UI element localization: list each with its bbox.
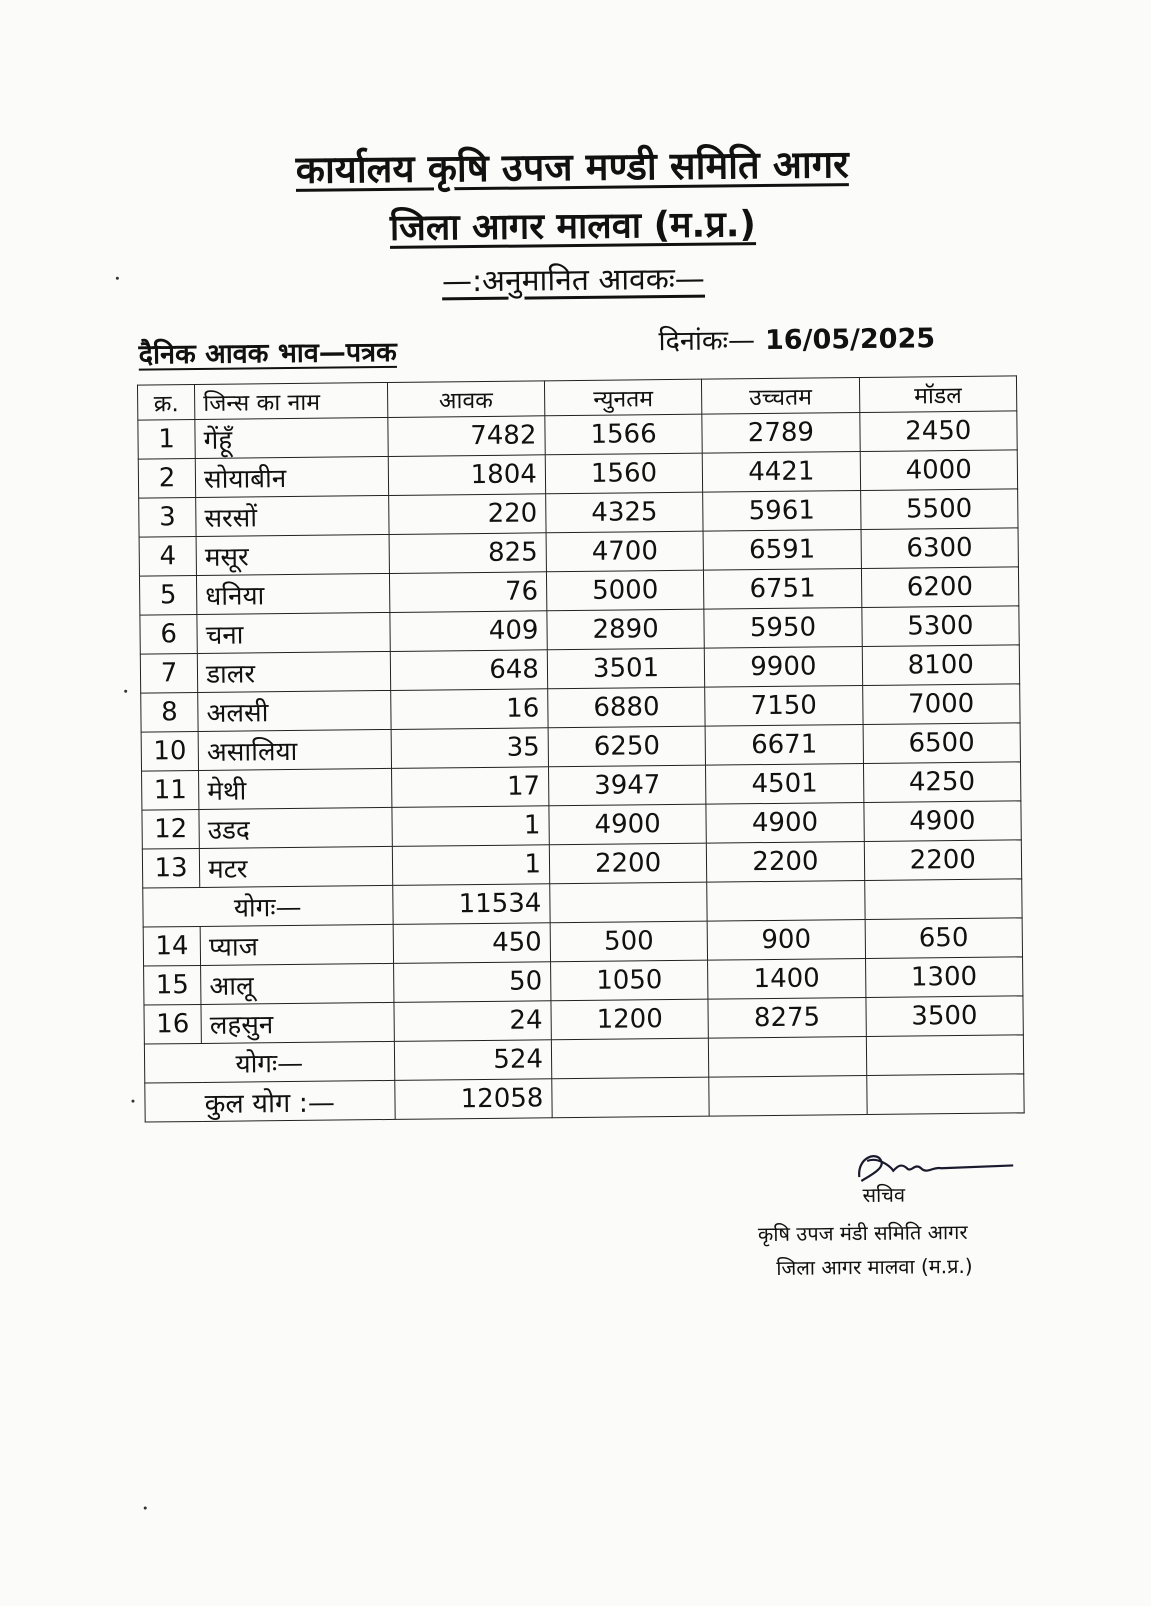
col-commodity-header: जिन्स का नाम	[195, 382, 388, 419]
empty-cell	[709, 1075, 867, 1116]
commodity-name: असालिया	[198, 729, 391, 770]
modal-price: 4000	[860, 450, 1018, 491]
scan-speck	[116, 277, 119, 280]
commodity-name: आलू	[201, 963, 394, 1004]
col-serial-header: क्र.	[137, 384, 194, 420]
row-serial: 13	[142, 848, 200, 888]
row-serial: 2	[138, 458, 196, 498]
scan-speck	[144, 1507, 147, 1510]
date-line	[658, 318, 935, 358]
arrival-qty: 76	[389, 572, 547, 613]
min-price: 1566	[545, 414, 703, 455]
max-price: 2200	[707, 841, 865, 882]
subtotal-row-2-label: योगः—	[144, 1041, 394, 1083]
arrival-qty: 648	[390, 650, 548, 691]
arrival-qty: 7482	[387, 416, 545, 457]
min-price: 4900	[549, 804, 707, 845]
row-serial: 6	[140, 614, 198, 654]
max-price: 6591	[703, 530, 861, 571]
modal-price: 650	[865, 918, 1023, 959]
max-price: 2789	[702, 413, 860, 454]
max-price: 5950	[704, 608, 862, 649]
row-serial: 7	[140, 653, 198, 693]
max-price: 5961	[703, 491, 861, 532]
row-serial: 11	[142, 770, 200, 810]
subtotal-row-1-value: 11534	[392, 884, 550, 925]
col-arrival-header: आवक	[387, 381, 545, 418]
max-price: 1400	[708, 958, 866, 999]
max-price: 6751	[704, 569, 862, 610]
min-price: 5000	[546, 570, 704, 611]
commodity-name: डालर	[197, 651, 390, 692]
row-serial: 3	[139, 497, 197, 537]
modal-price: 4250	[863, 762, 1021, 803]
min-price: 2890	[547, 609, 705, 650]
empty-cell	[866, 1035, 1024, 1076]
document-title: —:अनुमानित आवकः—	[441, 261, 706, 300]
empty-cell	[709, 1036, 867, 1077]
min-price: 3947	[548, 765, 706, 806]
max-price: 4501	[706, 764, 864, 805]
min-price: 4325	[546, 492, 704, 533]
min-price: 3501	[547, 648, 705, 689]
row-serial: 15	[144, 965, 202, 1005]
min-price: 1560	[545, 453, 703, 494]
empty-cell	[866, 1074, 1024, 1115]
row-serial: 8	[141, 692, 199, 732]
commodity-name: धनिया	[197, 573, 390, 614]
commodity-name: सरसों	[196, 495, 389, 536]
empty-cell	[550, 882, 708, 923]
signatory-office: कृषि उपज मंडी समिति आगर	[757, 1219, 968, 1247]
empty-cell	[864, 879, 1022, 920]
empty-cell	[707, 880, 865, 921]
row-serial: 16	[144, 1004, 202, 1044]
commodity-name: प्याज	[200, 924, 393, 965]
date-label: दिनांकः—	[658, 325, 756, 358]
arrival-qty: 50	[393, 962, 551, 1003]
commodity-name: मेथी	[199, 768, 392, 809]
arrival-qty: 220	[388, 494, 546, 535]
row-serial: 12	[142, 809, 200, 849]
modal-price: 2200	[864, 840, 1022, 881]
max-price: 900	[707, 919, 865, 960]
signatory-district: जिला आगर मालवा (म.प्र.)	[776, 1253, 973, 1280]
arrival-qty: 17	[391, 767, 549, 808]
modal-price: 6500	[863, 723, 1021, 764]
min-price: 500	[550, 921, 708, 962]
row-serial: 14	[143, 926, 201, 966]
max-price: 6671	[705, 725, 863, 766]
max-price: 4421	[702, 452, 860, 493]
modal-price: 5500	[860, 489, 1018, 530]
modal-price: 5300	[861, 606, 1019, 647]
scan-speck	[124, 690, 127, 693]
min-price: 2200	[549, 843, 707, 884]
commodity-name: उडद	[199, 807, 392, 848]
arrival-qty: 1	[392, 845, 550, 886]
max-price: 8275	[708, 997, 866, 1038]
row-serial: 4	[139, 536, 197, 576]
arrival-qty: 450	[393, 923, 551, 964]
min-price: 6250	[548, 726, 706, 767]
modal-price: 7000	[862, 684, 1020, 725]
commodity-name: मटर	[199, 846, 392, 887]
commodity-name: मसूर	[196, 534, 389, 575]
commodity-name: अलसी	[198, 690, 391, 731]
min-price: 1050	[550, 960, 708, 1001]
subtotal-row-2-value: 524	[394, 1040, 552, 1081]
arrival-qty: 24	[394, 1001, 552, 1042]
min-price: 4700	[546, 531, 704, 572]
sheet-subtitle: दैनिक आवक भाव—पत्रक	[138, 336, 397, 371]
col-min-header: न्युनतम	[544, 379, 702, 416]
col-max-header: उच्चतम	[702, 378, 860, 415]
arrival-qty: 409	[389, 611, 547, 652]
empty-cell	[552, 1077, 710, 1118]
empty-cell	[551, 1038, 709, 1079]
date-value: 16/05/2025	[764, 323, 936, 357]
modal-price: 6200	[861, 567, 1019, 608]
grand-total-row	[145, 1074, 1024, 1122]
commodity-name: गेंहूँ	[195, 417, 388, 458]
col-modal-header: मॉडल	[859, 376, 1017, 413]
commodity-name: लहसुन	[201, 1002, 394, 1043]
modal-price: 8100	[862, 645, 1020, 686]
office-heading: कार्यालय कृषि उपज मण्डी समिति आगर	[295, 142, 849, 192]
arrival-qty: 16	[390, 689, 548, 730]
row-serial: 1	[138, 419, 196, 459]
min-price: 6880	[548, 687, 706, 728]
max-price: 7150	[705, 686, 863, 727]
subtotal-row-1-label: योगः—	[143, 885, 393, 927]
arrival-price-table	[137, 375, 1025, 1122]
modal-price: 3500	[866, 996, 1024, 1037]
modal-price: 6300	[861, 528, 1019, 569]
district-heading: जिला आगर मालवा (म.प्र.)	[389, 204, 757, 249]
row-serial: 10	[141, 731, 199, 771]
row-serial: 5	[139, 575, 197, 615]
signatory-title: सचिव	[862, 1182, 906, 1208]
min-price: 1200	[551, 999, 709, 1040]
commodity-name: सोयाबीन	[195, 456, 388, 497]
modal-price: 4900	[863, 801, 1021, 842]
modal-price: 1300	[865, 957, 1023, 998]
arrival-qty: 1	[391, 806, 549, 847]
grand-total-row-value: 12058	[394, 1079, 552, 1120]
max-price: 4900	[706, 803, 864, 844]
arrival-qty: 35	[391, 728, 549, 769]
scan-speck	[131, 1100, 134, 1103]
modal-price: 2450	[859, 411, 1017, 452]
max-price: 9900	[705, 647, 863, 688]
commodity-name: चना	[197, 612, 390, 653]
grand-total-row-label: कुल योग :—	[145, 1080, 395, 1122]
arrival-qty: 1804	[388, 455, 546, 496]
arrival-qty: 825	[389, 533, 547, 574]
